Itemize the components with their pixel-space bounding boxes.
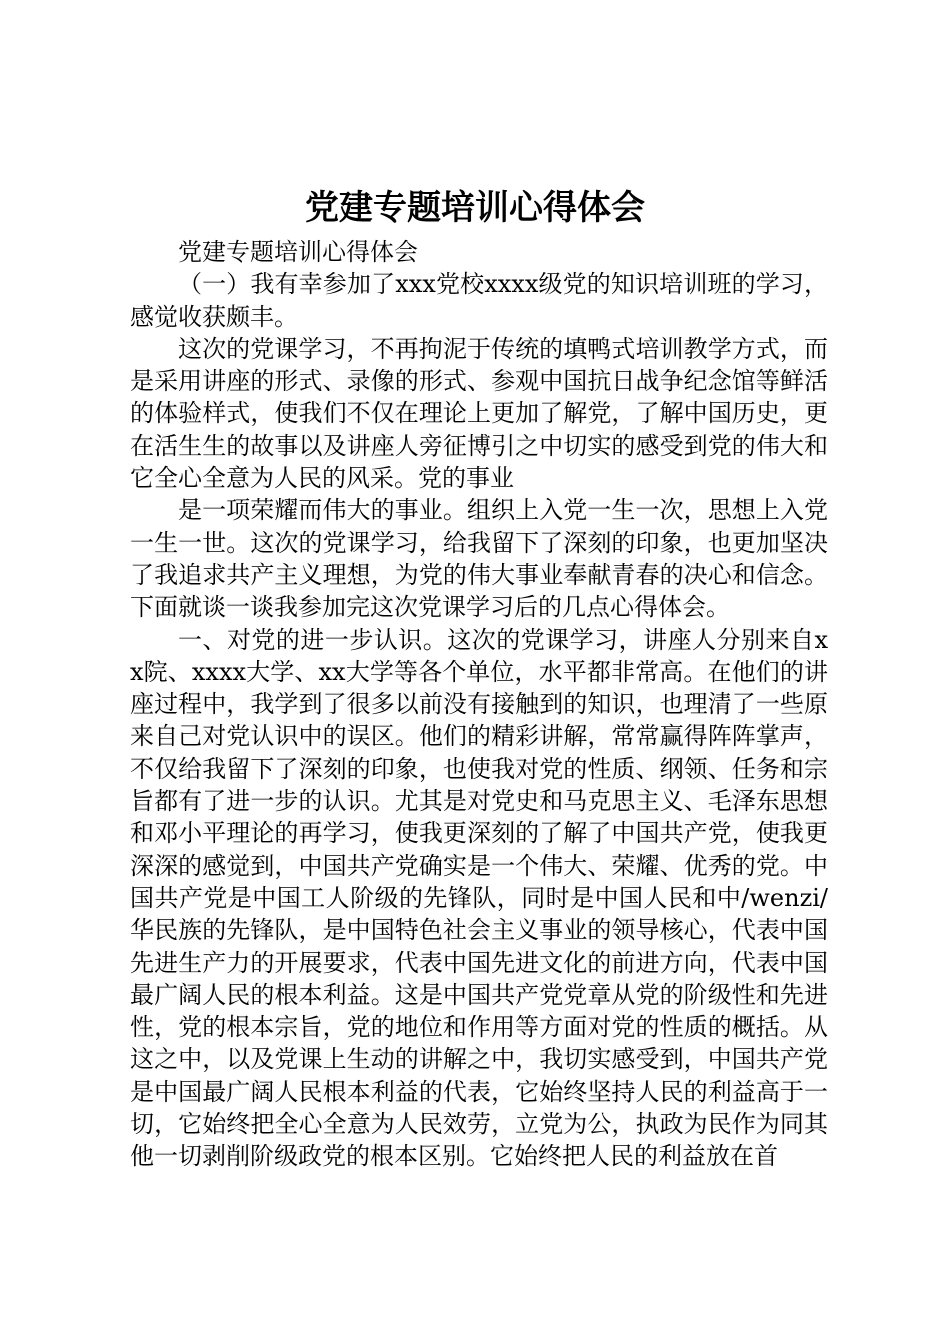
- paragraph-learning-method: 这次的党课学习，不再拘泥于传统的填鸭式培训教学方式，而是采用讲座的形式、录像的形式、参观中国抗日战争纪念馆等鲜活的体验样式，使我们不仅在理论上更加了解党，了解中国历史，更在活生生的故事以及讲座人旁征博引之中切实的感受到党的伟大和它全心全意为人民的风采。党的事业: [130, 334, 828, 493]
- paragraph-intro: （一）我有幸参加了xxx党校xxxx级党的知识培训班的学习，感觉收获颇丰。: [130, 270, 828, 331]
- document-title: 党建专题培训心得体会: [305, 188, 645, 228]
- paragraph-subtitle: 党建专题培训心得体会: [178, 238, 418, 266]
- paragraph-section-one: 一、对党的进一步认识。这次的党课学习，讲座人分别来自xx院、xxxx大学、xx大学等各个单位，水平都非常高。在他们的讲座过程中，我学到了很多以前没有接触到的知识，也理清了一些原来自己对党认识中的误区。他们的精彩讲解，常常赢得阵阵掌声，不仅给我留下了深刻的印象，也使我对党的性质、纲领、任务和宗旨都有了进一步的认识。尤其是对党史和马克思主义、毛泽东思想和邓小平理论的再学习，使我更深刻的了解了中国共产党，使我更深深的感觉到，中国共产党确实是一个伟大、荣耀、优秀的党。中国共产党是中国工人阶级的先锋队，同时是中国人民和中/wenzi/华民族的先锋队，是中国特色社会主义事业的领导核心，代表中国先进生产力的开展要求，代表中国先进文化的前进方向，代表中国最广阔人民的根本利益。这是中国共产党党章从党的阶级性和先进性，党的根本宗旨，党的地位和作用等方面对党的性质的概括。从这之中，以及党课上生动的讲解之中，我切实感受到，中国共产党是中国最广阔人民根本利益的代表，它始终坚持人民的利益高于一切，它始终把全心全意为人民效劳，立党为公，执政为民作为同其他一切剥削阶级政党的根本区别。它始终把人民的利益放在首: [130, 625, 828, 1171]
- document-body: [130, 236, 828, 1173]
- paragraph-party-cause: 是一项荣耀而伟大的事业。组织上入党一生一次，思想上入党一生一世。这次的党课学习，给我留下了深刻的印象，也更加坚决了我追求共产主义理想，为党的伟大事业奉献青春的决心和信念。下面就谈一谈我参加完这次党课学习后的几点心得体会。: [130, 496, 828, 622]
